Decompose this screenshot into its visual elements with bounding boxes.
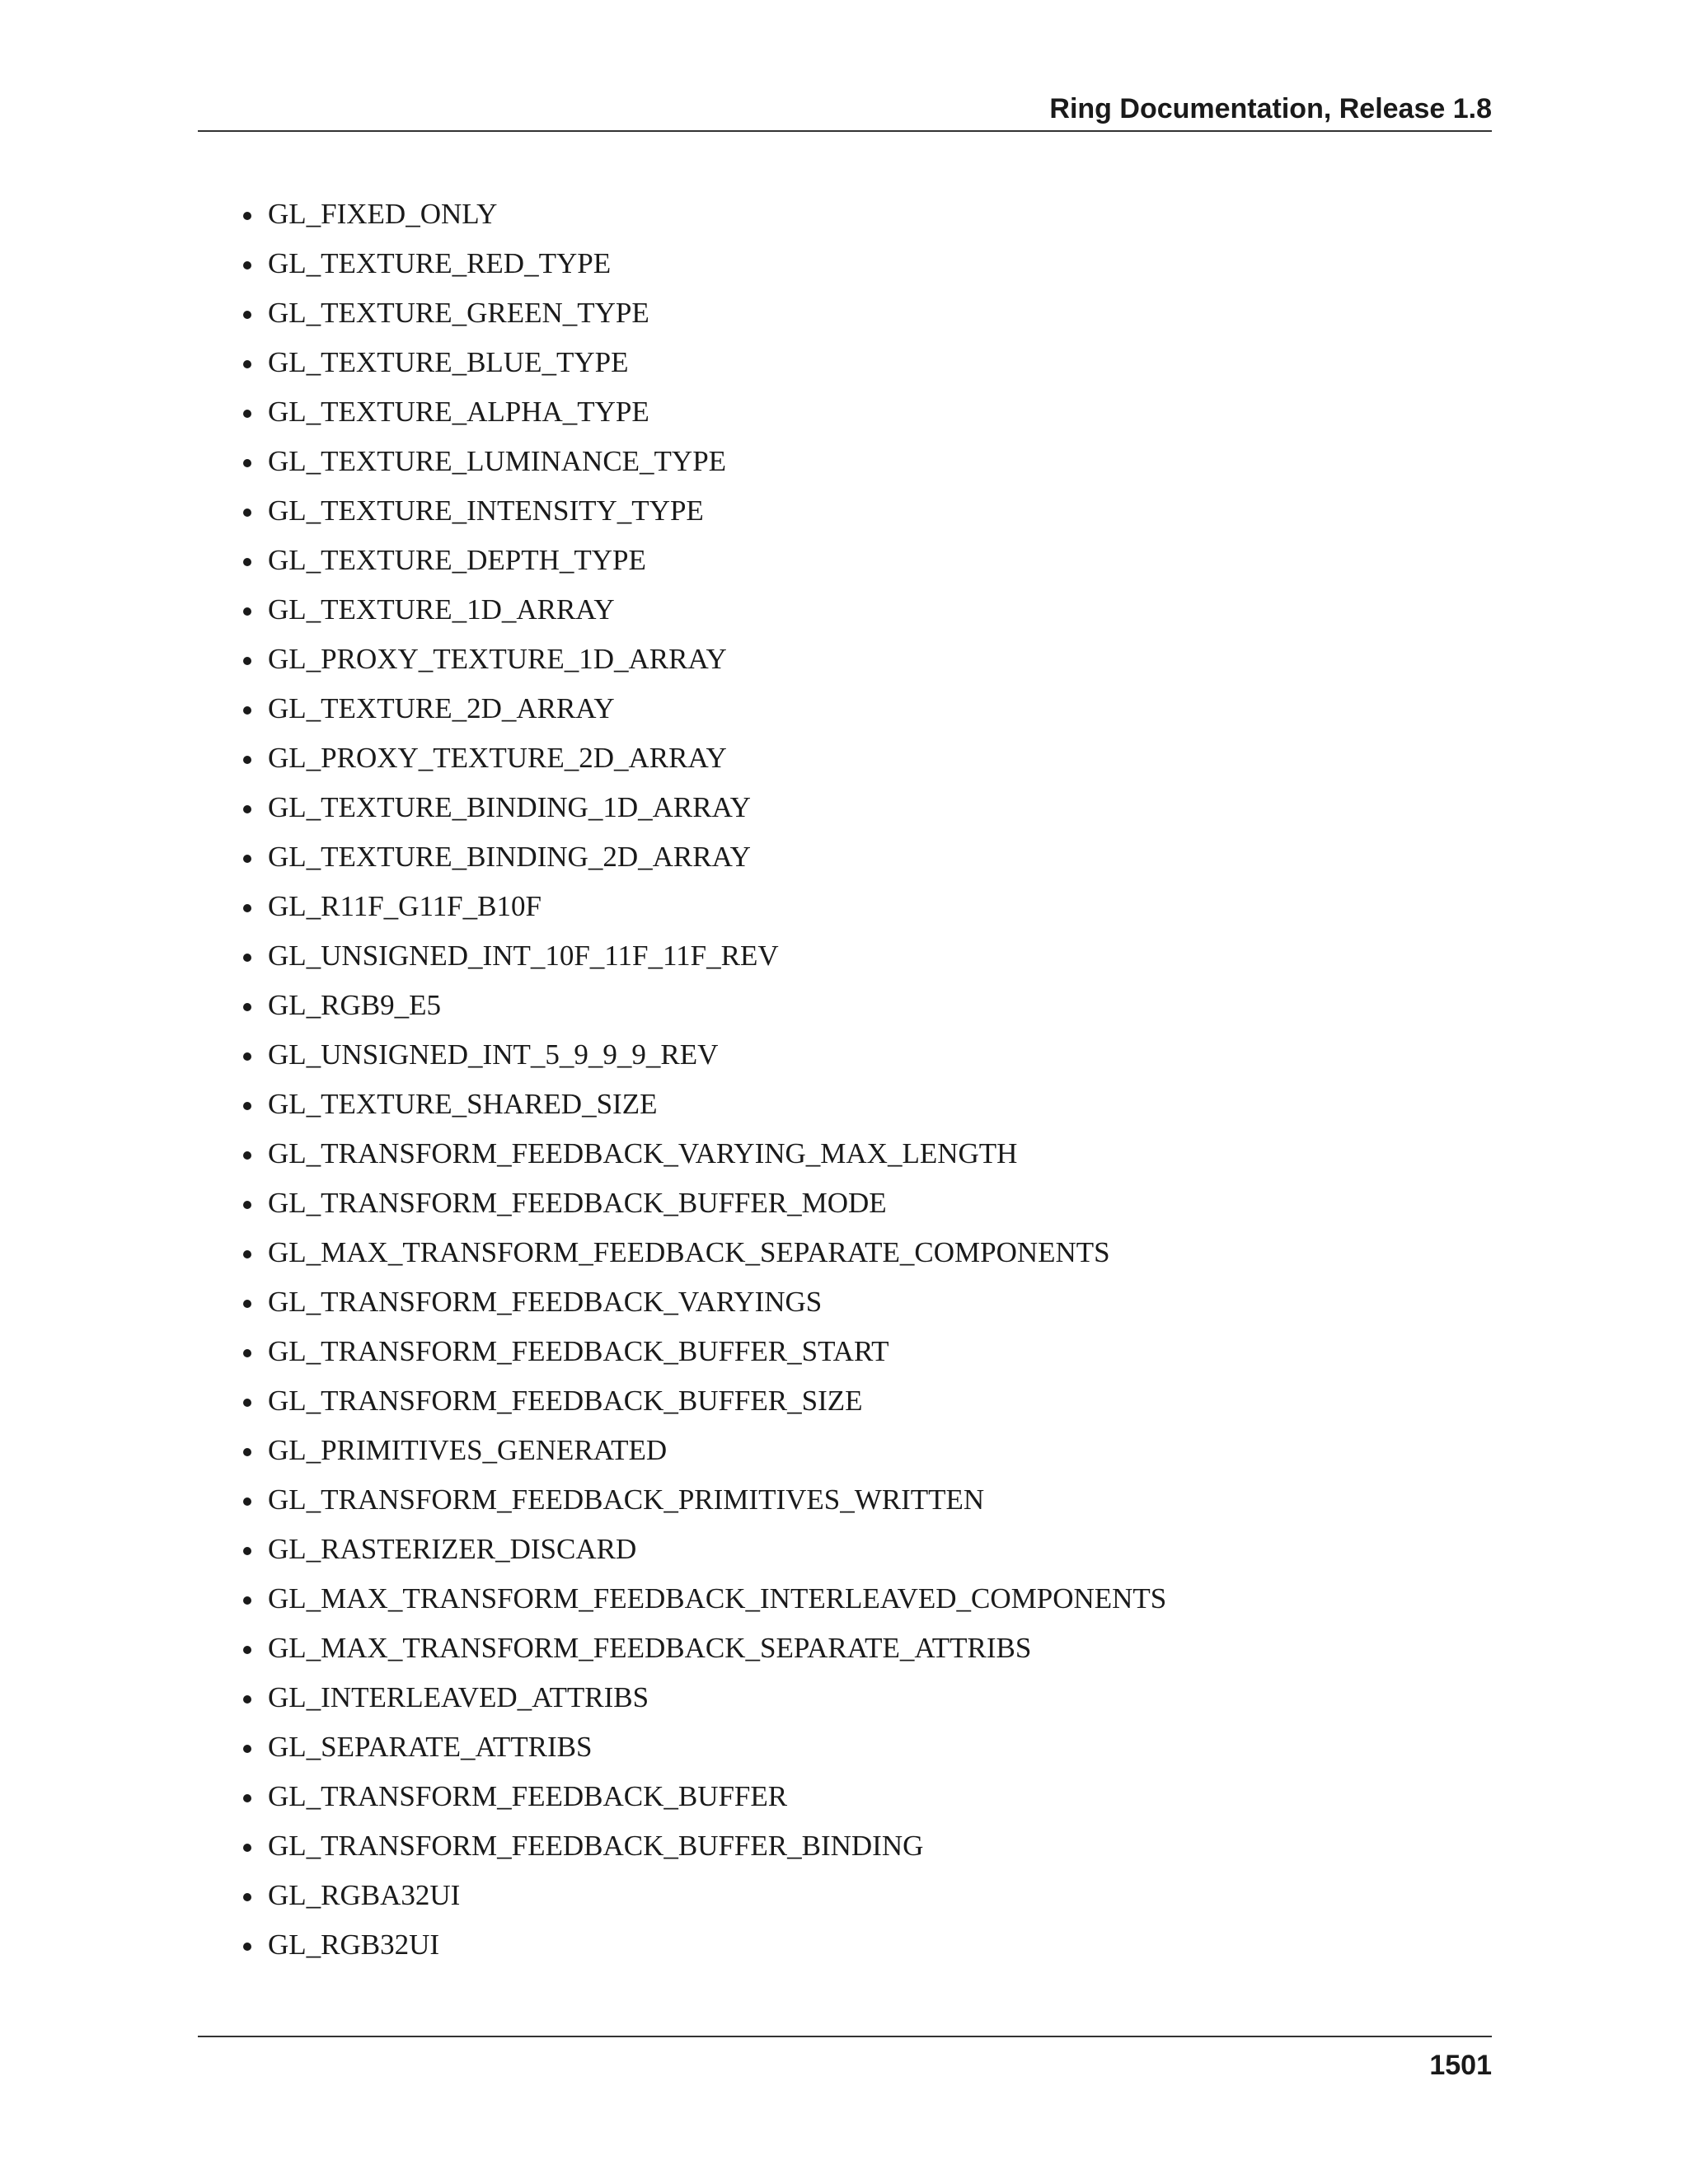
list-item (243, 1286, 1166, 1335)
list-item-text: GL_TEXTURE_GREEN_TYPE (268, 297, 649, 329)
list-item (243, 1483, 1166, 1533)
list-item-text: GL_PROXY_TEXTURE_2D_ARRAY (268, 742, 727, 774)
list-item-text: GL_TRANSFORM_FEEDBACK_VARYING_MAX_LENGTH (268, 1137, 1018, 1169)
bullet-icon (243, 1201, 251, 1209)
list-item (243, 297, 1166, 346)
list-item (243, 643, 1166, 692)
list-item (243, 1385, 1166, 1434)
list-item (243, 1780, 1166, 1830)
list-item (243, 1038, 1166, 1088)
bullet-icon (243, 1844, 251, 1852)
list-item (243, 396, 1166, 445)
list-item-text: GL_R11F_G11F_B10F (268, 890, 542, 922)
list-item (243, 1681, 1166, 1731)
list-item (243, 1929, 1166, 1978)
list-item-text: GL_TEXTURE_2D_ARRAY (268, 692, 615, 724)
list-item-text: GL_RGBA32UI (268, 1879, 461, 1911)
bullet-icon (243, 1349, 251, 1357)
list-item-text: GL_TEXTURE_BLUE_TYPE (268, 346, 629, 378)
bullet-icon (243, 1943, 251, 1951)
bullet-icon (243, 1250, 251, 1258)
bullet-icon (243, 954, 251, 962)
list-item-text: GL_UNSIGNED_INT_10F_11F_11F_REV (268, 940, 779, 972)
list-item (243, 1830, 1166, 1879)
bullet-icon (243, 1547, 251, 1555)
bullet-icon (243, 1151, 251, 1160)
list-item (243, 742, 1166, 791)
constant-list (243, 198, 1166, 1978)
list-item (243, 593, 1166, 643)
bullet-icon (243, 1448, 251, 1456)
bullet-icon (243, 509, 251, 517)
list-item-text: GL_MAX_TRANSFORM_FEEDBACK_SEPARATE_COMPONENTS (268, 1236, 1110, 1268)
list-item-text: GL_RGB32UI (268, 1929, 440, 1961)
bullet-icon (243, 1497, 251, 1506)
list-item-text: GL_TEXTURE_RED_TYPE (268, 247, 612, 279)
list-item (243, 494, 1166, 544)
list-item-text: GL_TEXTURE_LUMINANCE_TYPE (268, 445, 727, 477)
bullet-icon (243, 657, 251, 665)
list-item-text: GL_RASTERIZER_DISCARD (268, 1533, 637, 1565)
bullet-icon (243, 459, 251, 467)
bullet-icon (243, 1596, 251, 1605)
bullet-icon (243, 904, 251, 912)
list-item-text: GL_TRANSFORM_FEEDBACK_BUFFER_SIZE (268, 1385, 863, 1417)
list-item-text: GL_TEXTURE_SHARED_SIZE (268, 1088, 658, 1120)
list-item (243, 1137, 1166, 1187)
bullet-icon (243, 311, 251, 319)
list-item (243, 1533, 1166, 1582)
list-item-text: GL_MAX_TRANSFORM_FEEDBACK_SEPARATE_ATTRIBS (268, 1632, 1032, 1664)
list-item-text: GL_RGB9_E5 (268, 989, 441, 1021)
bullet-icon (243, 1794, 251, 1802)
bullet-icon (243, 410, 251, 418)
list-item-text: GL_FIXED_ONLY (268, 198, 498, 230)
list-item (243, 1731, 1166, 1780)
bullet-icon (243, 855, 251, 863)
list-item (243, 1187, 1166, 1236)
bullet-icon (243, 1003, 251, 1011)
list-item (243, 1434, 1166, 1483)
list-item (243, 989, 1166, 1038)
bullet-icon (243, 1399, 251, 1407)
bullet-icon (243, 261, 251, 269)
list-item-text: GL_TEXTURE_ALPHA_TYPE (268, 396, 649, 428)
list-item (243, 1236, 1166, 1286)
page-footer (198, 2036, 1492, 2081)
list-item (243, 1632, 1166, 1681)
list-item-text: GL_PRIMITIVES_GENERATED (268, 1434, 668, 1466)
list-item-text: GL_TEXTURE_DEPTH_TYPE (268, 544, 646, 576)
bullet-icon (243, 1745, 251, 1753)
page-header (198, 92, 1492, 132)
list-item (243, 940, 1166, 989)
list-item-text: GL_TEXTURE_INTENSITY_TYPE (268, 494, 704, 527)
page-number: 1501 (1429, 2050, 1492, 2081)
bullet-icon (243, 558, 251, 566)
list-item-text: GL_INTERLEAVED_ATTRIBS (268, 1681, 649, 1713)
bullet-icon (243, 360, 251, 368)
bullet-icon (243, 706, 251, 715)
list-item (243, 890, 1166, 940)
list-item-text: GL_TRANSFORM_FEEDBACK_BUFFER_BINDING (268, 1830, 924, 1862)
list-item-text: GL_TRANSFORM_FEEDBACK_BUFFER_MODE (268, 1187, 887, 1219)
bullet-icon (243, 1102, 251, 1110)
list-item (243, 1088, 1166, 1137)
bullet-icon (243, 1695, 251, 1704)
list-item-text: GL_TEXTURE_BINDING_2D_ARRAY (268, 841, 751, 873)
bullet-icon (243, 1052, 251, 1061)
bullet-icon (243, 1300, 251, 1308)
bullet-icon (243, 805, 251, 813)
list-item (243, 692, 1166, 742)
list-item (243, 247, 1166, 297)
bullet-icon (243, 756, 251, 764)
list-item (243, 544, 1166, 593)
list-item-text: GL_TRANSFORM_FEEDBACK_VARYINGS (268, 1286, 823, 1318)
list-item (243, 1335, 1166, 1385)
list-item-text: GL_MAX_TRANSFORM_FEEDBACK_INTERLEAVED_COMPONENTS (268, 1582, 1167, 1615)
list-item-text: GL_UNSIGNED_INT_5_9_9_9_REV (268, 1038, 719, 1071)
list-item (243, 1582, 1166, 1632)
list-item-text: GL_TRANSFORM_FEEDBACK_PRIMITIVES_WRITTEN (268, 1483, 985, 1516)
list-item (243, 346, 1166, 396)
list-item-text: GL_TEXTURE_BINDING_1D_ARRAY (268, 791, 751, 823)
list-item (243, 841, 1166, 890)
list-item-text: GL_TRANSFORM_FEEDBACK_BUFFER_START (268, 1335, 889, 1367)
bullet-icon (243, 1646, 251, 1654)
list-item (243, 445, 1166, 494)
list-item (243, 1879, 1166, 1929)
bullet-icon (243, 1893, 251, 1901)
list-item (243, 198, 1166, 247)
list-item-text: GL_TEXTURE_1D_ARRAY (268, 593, 615, 626)
list-item-text: GL_PROXY_TEXTURE_1D_ARRAY (268, 643, 727, 675)
bullet-icon (243, 607, 251, 616)
document-title: Ring Documentation, Release 1.8 (1049, 93, 1492, 124)
bullet-icon (243, 212, 251, 220)
list-item-text: GL_SEPARATE_ATTRIBS (268, 1731, 593, 1763)
list-item-text: GL_TRANSFORM_FEEDBACK_BUFFER (268, 1780, 788, 1812)
list-item (243, 791, 1166, 841)
